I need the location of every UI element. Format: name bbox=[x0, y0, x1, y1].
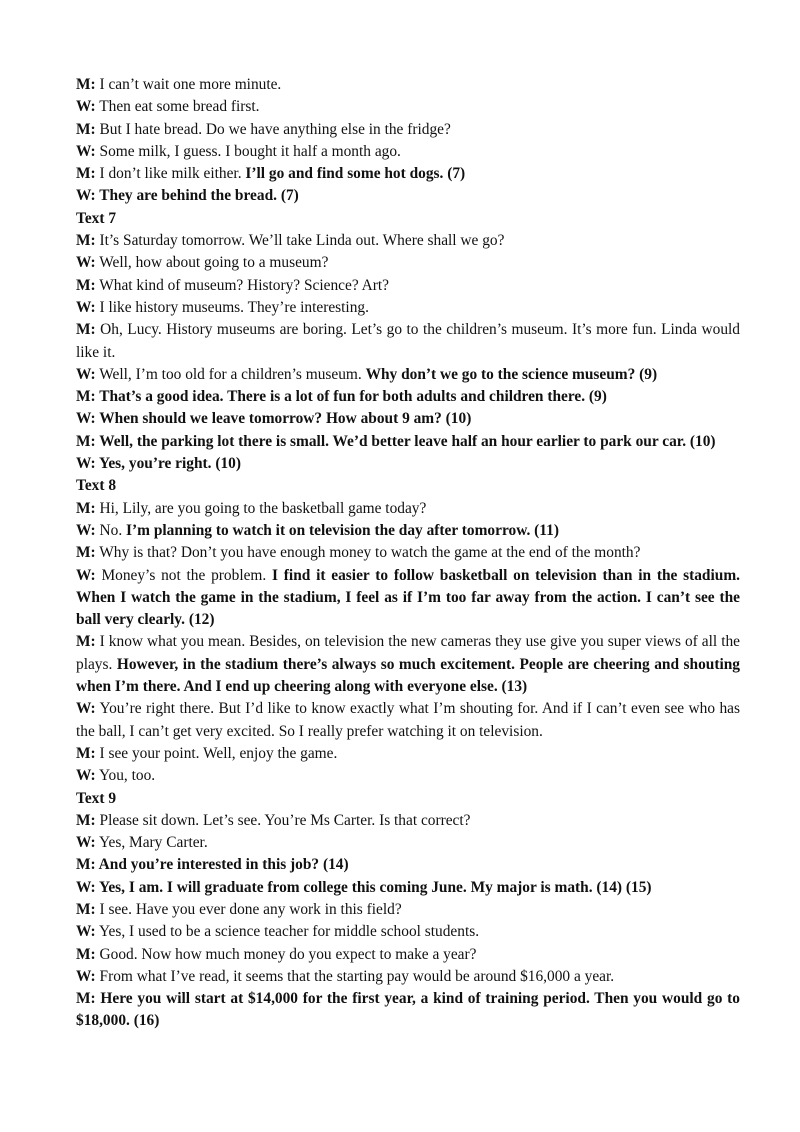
dialogue-line bbox=[76, 631, 740, 698]
dialogue-text: What kind of museum? History? Science? Art? bbox=[95, 276, 389, 294]
dialogue-line bbox=[76, 765, 740, 787]
dialogue-text: I can’t wait one more minute. bbox=[95, 76, 282, 93]
speaker-label: M: bbox=[76, 633, 96, 651]
speaker-label: M: bbox=[76, 811, 96, 829]
answer-key-text: Why don’t we go to the science museum? (9) bbox=[365, 365, 658, 383]
dialogue-line bbox=[76, 408, 740, 430]
dialogue-line bbox=[76, 386, 740, 408]
answer-key-text: I find it easier to follow basketball on television than in the stadium. When I watch the game in the stadium, I feel as if I’m too far away from the action. I can’t see the ball very clearly. (12) bbox=[76, 566, 740, 629]
dialogue-text: Money’s not the problem. bbox=[95, 566, 273, 584]
answer-key-text: They are behind the bread. (7) bbox=[95, 187, 299, 205]
dialogue-line bbox=[76, 185, 740, 207]
speaker-label: W: bbox=[76, 187, 96, 205]
speaker-label: M: bbox=[76, 232, 96, 250]
speaker-label: M: bbox=[76, 544, 96, 562]
answer-key-text: Yes, I am. I will graduate from college this coming June. My major is math. (14) (15) bbox=[95, 878, 652, 896]
answer-key-text: I’ll go and find some hot dogs. (7) bbox=[245, 165, 466, 183]
dialogue-line bbox=[76, 565, 740, 632]
answer-key-text: Yes, you’re right. (10) bbox=[95, 455, 242, 473]
speaker-label: M: bbox=[76, 120, 96, 138]
section-heading: Text 9 bbox=[76, 789, 117, 807]
dialogue-line bbox=[76, 877, 740, 899]
answer-key-text: I’m planning to watch it on television the day after tomorrow. (11) bbox=[126, 521, 559, 539]
speaker-label: M: bbox=[76, 499, 96, 517]
dialogue-line bbox=[76, 319, 740, 364]
speaker-label: W: bbox=[76, 834, 96, 852]
dialogue-line bbox=[76, 141, 740, 163]
answer-key-text: Well, the parking lot there is small. We’d better leave half an hour earlier to park our car. (10) bbox=[95, 432, 716, 450]
dialogue-line bbox=[76, 854, 740, 876]
dialogue-line bbox=[76, 96, 740, 118]
dialogue-line bbox=[76, 453, 740, 475]
dialogue-line bbox=[76, 988, 740, 1033]
dialogue-line bbox=[76, 431, 740, 453]
dialogue-text: I don’t like milk either. bbox=[95, 165, 246, 183]
speaker-label: M: bbox=[76, 945, 96, 963]
speaker-label: W: bbox=[76, 142, 96, 160]
dialogue-line bbox=[76, 74, 740, 96]
dialogue-text: Good. Now how much money do you expect to make a year? bbox=[95, 945, 477, 963]
speaker-label: M: bbox=[76, 388, 96, 406]
dialogue-text: But I hate bread. Do we have anything else in the fridge? bbox=[95, 120, 451, 138]
dialogue-text: Then eat some bread first. bbox=[95, 98, 260, 116]
speaker-label: M: bbox=[76, 990, 96, 1008]
dialogue-line bbox=[76, 698, 740, 743]
speaker-label: M: bbox=[76, 432, 96, 450]
dialogue-line bbox=[76, 297, 740, 319]
dialogue-line bbox=[76, 119, 740, 141]
dialogue-text: Well, I’m too old for a children’s museum. bbox=[95, 365, 366, 383]
dialogue-line bbox=[76, 542, 740, 564]
section-heading: Text 8 bbox=[76, 477, 117, 495]
dialogue-text: Well, how about going to a museum? bbox=[95, 254, 329, 272]
answer-key-text: When should we leave tomorrow? How about 9 am? (10) bbox=[95, 410, 472, 428]
answer-key-text: Here you will start at $14,000 for the first year, a kind of training period. Then you would go to $18,000. (16) bbox=[76, 990, 740, 1030]
answer-key-text: That’s a good idea. There is a lot of fun for both adults and children there. (9) bbox=[95, 388, 607, 406]
answer-key-text: However, in the stadium there’s always so much excitement. People are cheering and shouting when I’m there. And I end up cheering along with everyone else. (13) bbox=[76, 655, 740, 696]
dialogue-text: From what I’ve read, it seems that the starting pay would be around $16,000 a year. bbox=[95, 967, 615, 985]
speaker-label: W: bbox=[76, 410, 96, 428]
speaker-label: M: bbox=[76, 744, 96, 762]
speaker-label: W: bbox=[76, 923, 96, 941]
dialogue-line bbox=[76, 275, 740, 297]
speaker-label: M: bbox=[76, 321, 96, 339]
speaker-label: W: bbox=[76, 455, 96, 473]
dialogue-line bbox=[76, 252, 740, 274]
section-heading: Text 7 bbox=[76, 209, 117, 227]
speaker-label: W: bbox=[76, 700, 96, 718]
dialogue-line bbox=[76, 743, 740, 765]
speaker-label: W: bbox=[76, 365, 96, 383]
dialogue-text: Oh, Lucy. History museums are boring. Let’s go to the children’s museum. It’s more fun. Linda would like it. bbox=[76, 321, 740, 361]
speaker-label: W: bbox=[76, 767, 96, 785]
dialogue-text: It’s Saturday tomorrow. We’ll take Linda out. Where shall we go? bbox=[95, 232, 505, 250]
answer-key-text: And you’re interested in this job? (14) bbox=[95, 856, 349, 874]
dialogue-text: Yes, Mary Carter. bbox=[95, 834, 208, 852]
dialogue-line bbox=[76, 498, 740, 520]
dialogue-line bbox=[76, 944, 740, 966]
dialogue-line bbox=[76, 364, 740, 386]
dialogue-line bbox=[76, 899, 740, 921]
speaker-label: W: bbox=[76, 967, 96, 985]
speaker-label: W: bbox=[76, 254, 96, 272]
dialogue-line bbox=[76, 520, 740, 542]
speaker-label: M: bbox=[76, 900, 96, 918]
dialogue-line bbox=[76, 810, 740, 832]
dialogue-text: Yes, I used to be a science teacher for middle school students. bbox=[95, 923, 480, 941]
dialogue-text: I know what you mean. Besides, on television the new cameras they use give you super views of all the plays. bbox=[76, 633, 740, 673]
dialogue-text: You’re right there. But I’d like to know exactly what I’m shouting for. And if I can’t even see who has the ball, I can’t get very excited. So I really prefer watching it on television. bbox=[76, 700, 740, 740]
speaker-label: M: bbox=[76, 76, 96, 93]
dialogue-text: I see. Have you ever done any work in this field? bbox=[95, 900, 402, 918]
dialogue-text: Please sit down. Let’s see. You’re Ms Carter. Is that correct? bbox=[95, 811, 471, 829]
speaker-label: W: bbox=[76, 878, 96, 896]
dialogue-line bbox=[76, 832, 740, 854]
speaker-label: W: bbox=[76, 521, 96, 539]
dialogue-line bbox=[76, 230, 740, 252]
dialogue-text: Some milk, I guess. I bought it half a month ago. bbox=[95, 142, 401, 160]
dialogue-line bbox=[76, 163, 740, 185]
dialogue-text: Hi, Lily, are you going to the basketball game today? bbox=[95, 499, 427, 517]
dialogue-text: I see your point. Well, enjoy the game. bbox=[95, 744, 338, 762]
speaker-label: W: bbox=[76, 566, 96, 584]
speaker-label: M: bbox=[76, 856, 96, 874]
speaker-label: W: bbox=[76, 298, 96, 316]
dialogue-text: No. bbox=[95, 521, 127, 539]
speaker-label: M: bbox=[76, 165, 96, 183]
dialogue-text: I like history museums. They’re interesting. bbox=[95, 298, 369, 316]
dialogue-line bbox=[76, 921, 740, 943]
dialogue-text: You, too. bbox=[95, 767, 156, 785]
speaker-label: M: bbox=[76, 276, 96, 294]
dialogue-text: Why is that? Don’t you have enough money to watch the game at the end of the month? bbox=[95, 544, 641, 562]
speaker-label: W: bbox=[76, 98, 96, 116]
dialogue-line bbox=[76, 966, 740, 988]
